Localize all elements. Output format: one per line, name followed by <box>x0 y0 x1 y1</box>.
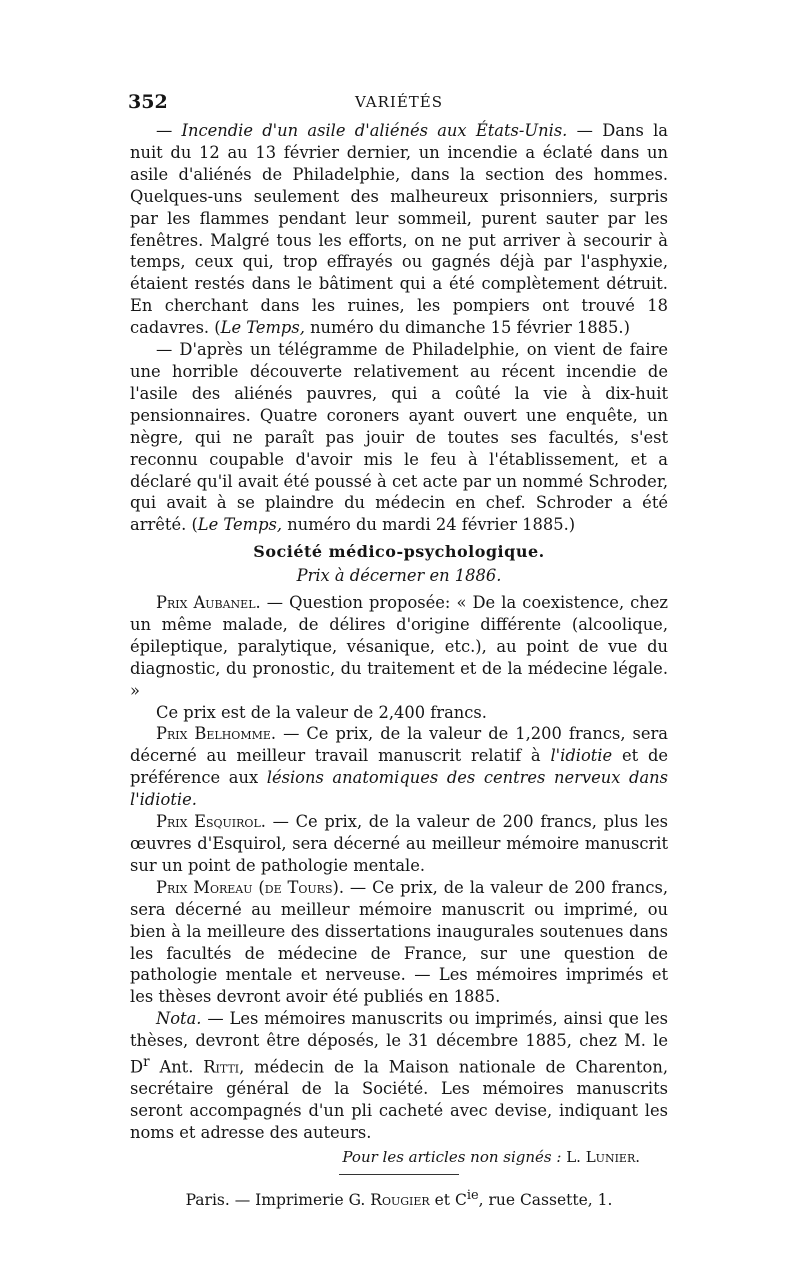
signature-name: L. Lunier. <box>566 1148 640 1167</box>
prize-name: Prix Aubanel. <box>156 593 261 613</box>
prize-moreau <box>130 877 668 1008</box>
person-name: Ritti <box>203 1057 240 1077</box>
imprint-text: et C <box>429 1191 467 1210</box>
prize-aubanel <box>130 592 668 702</box>
divider-rule <box>339 1174 459 1175</box>
page-header <box>128 91 670 117</box>
source-open: ( <box>209 318 221 338</box>
source-newspaper: Le Temps, <box>220 318 305 338</box>
imprint-text: Paris. — Imprimerie G. <box>185 1191 371 1210</box>
prize-text: — Ce prix, de la valeur de 1,200 francs, sera décerné au meilleur travail manuscrit relatif à <box>130 724 668 766</box>
prize-emphasis: l'idiotie <box>550 746 613 766</box>
nota-paragraph <box>130 1008 668 1144</box>
prize-belhomme <box>130 723 668 811</box>
prize-name: Prix Esquirol. <box>156 812 266 832</box>
prize-aubanel-value: Ce prix est de la valeur de 2,400 francs. <box>156 702 487 722</box>
imprint-superscript: ie <box>466 1188 479 1204</box>
prize-text: — Ce prix, de la valeur de 200 francs, sera décerné au meilleur mémoire manuscrit ou imprimé, ou bien à la meilleure des dissertations inaugurales soutenues dans les facultés de médecine de France, sur une question de pathologie mentale et nerveuse. — Les mémoires imprimés et les thèses devront avoir été publiés en 1885. <box>130 877 668 1007</box>
prize-name: Prix Moreau (de Tours). <box>156 877 345 897</box>
news-lead-title: — Incendie d'un asile d'aliénés aux États-Unis. <box>156 121 568 140</box>
section-subheading: Prix à décerner en 1886. <box>296 566 502 586</box>
section-heading: Société médico-psychologique. <box>253 542 545 562</box>
imprint-text: , rue Cassette, 1. <box>478 1191 613 1210</box>
signature-line <box>130 1147 668 1169</box>
news-text: — Dans la nuit du 12 au 13 février dernier, un incendie a éclaté dans un asile d'aliénés de Philadelphie, dans la section des hommes. Quelques-uns seulement des malheureux prisonniers, surpris par les flammes pendant leur sommeil, purent sauter par les fenêtres. Malgré tous les efforts, on ne put arriver à secourir à temps, ceux qui, trop effrayés ou gagnés déjà par l'asphyxie, étaient restés dans le bâtiment qui a été complètement détruit. En cherchant dans les ruines, les pompiers ont trouvé 18 cadavres. <box>130 121 668 338</box>
page-number: 352 <box>128 91 168 113</box>
telegram-text: — D'après un télégramme de Philadelphie, on vient de faire une horrible découverte relativement au récent incendie de l'asile des aliénés pauvres, qui a coûté la vie à dix-huit pensionnaires. Quatre coroners ayant ouvert une enquête, un nègre, qui ne paraît pas jouir de toutes ses facultés, s'est reconnu coupable d'avoir mis le feu à l'établissement, et a déclaré qu'il avait été poussé à cet acte par un nommé Schroder, qui avait à se plaindre du médecin en chef. Schroder a été arrêté. <box>130 340 668 535</box>
nota-label: Nota. <box>156 1009 202 1029</box>
nota-text: , médecin de la Maison nationale de Charenton, secrétaire général de la Société. Les mémoires manuscrits seront accompagnés d'un pli cacheté avec devise, indiquant les noms et adresse des auteurs. <box>130 1057 669 1143</box>
fire-news-paragraph <box>130 120 668 339</box>
printer-imprint <box>130 1185 668 1212</box>
signature-text: Pour les articles non signés : <box>342 1148 562 1167</box>
page-body <box>130 120 668 1212</box>
nota-superscript: r <box>143 1054 150 1071</box>
source-open: ( <box>186 515 198 535</box>
nota-text: Ant. <box>149 1057 204 1077</box>
prize-esquirol <box>130 811 668 877</box>
prize-text: et de préférence aux <box>130 746 668 788</box>
printer-name: Rougier <box>370 1191 430 1210</box>
telegram-paragraph <box>130 339 668 536</box>
source-newspaper: Le Temps, <box>197 515 283 535</box>
running-title: VARIÉTÉS <box>354 93 444 111</box>
prize-name: Prix Belhomme. <box>156 724 277 744</box>
prize-emphasis: lésions anatomiques des centres nerveux dans l'idiotie. <box>130 768 668 810</box>
prize-text: — Ce prix, de la valeur de 200 francs, plus les œuvres d'Esquirol, sera décerné au meilleur mémoire manuscrit sur un point de pathologie mentale. <box>130 812 668 875</box>
source-date: numéro du mardi 24 février 1885.) <box>282 515 576 535</box>
prize-text: — Question proposée: « De la coexistence, chez un même malade, de délires d'origine différente (alcoolique, épileptique, paralytique, vésanique, etc.), au point de vue du diagnostic, du pronostic, du traitement et de la médecine légale. » <box>130 593 669 700</box>
source-date: numéro du dimanche 15 février 1885.) <box>304 318 630 338</box>
nota-text: — Les mémoires manuscrits ou imprimés, ainsi que les thèses, devront être déposés, le 31 décembre 1885, chez M. le D <box>130 1009 668 1077</box>
